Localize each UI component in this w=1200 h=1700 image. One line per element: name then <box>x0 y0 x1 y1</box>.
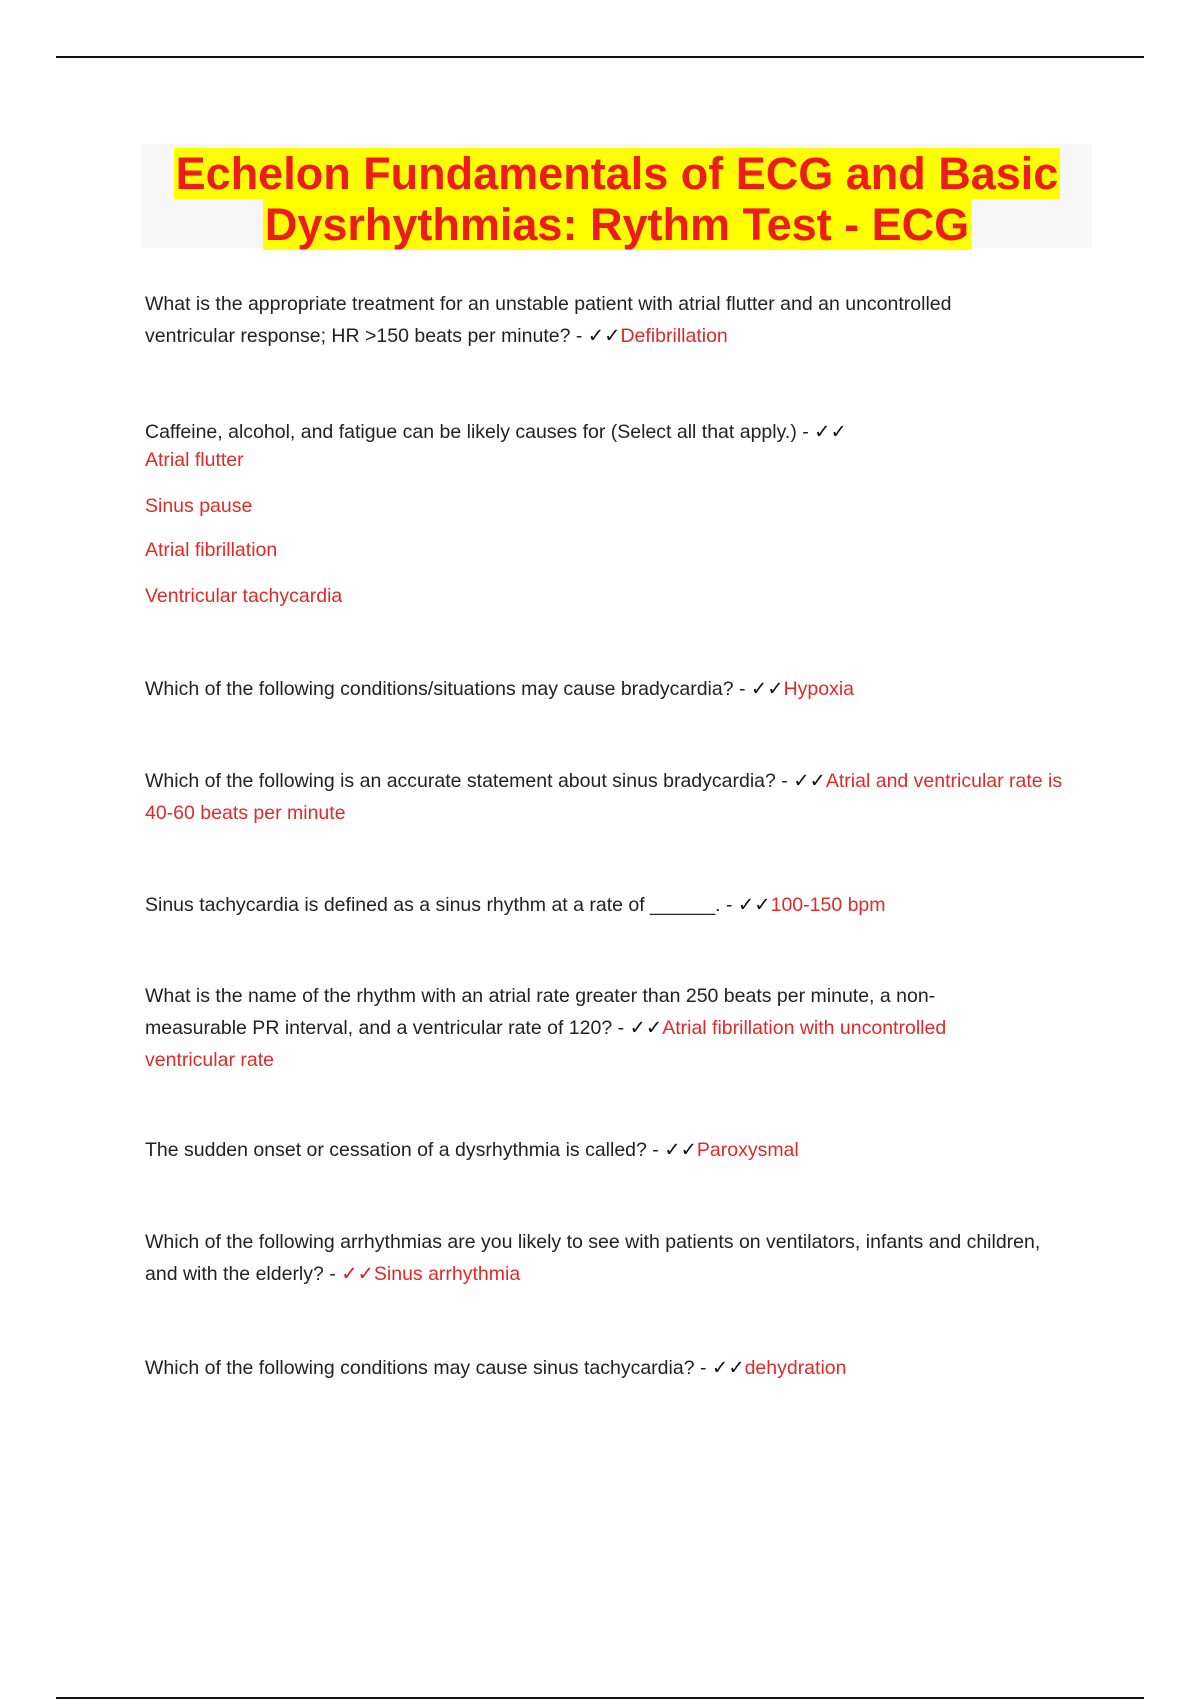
check-icon: ✓✓ <box>814 421 847 443</box>
question-text: Sinus tachycardia is defined as a sinus rhythm at a rate of ______. - <box>145 894 738 916</box>
check-icon: ✓✓ <box>737 894 771 916</box>
qa-item-5 <box>145 889 1065 921</box>
answer-text: Atrial fibrillation with uncontrolled ventricular rate <box>145 1017 947 1071</box>
answer-text: dehydration <box>744 1357 847 1379</box>
qa-item-3 <box>145 673 1065 705</box>
answer-text: Defibrillation <box>620 325 728 347</box>
check-icon: ✓✓ <box>711 1357 745 1379</box>
question-text: The sudden onset or cessation of a dysrhythmia is called? - <box>145 1139 665 1161</box>
qa-item-6 <box>145 980 1005 1076</box>
answer-option: Atrial fibrillation <box>145 539 278 561</box>
title-banner <box>142 144 1092 248</box>
qa-item-9 <box>145 1352 1065 1384</box>
check-icon: ✓✓ <box>587 325 621 347</box>
check-icon: ✓✓ <box>664 1139 697 1161</box>
question-line <box>145 416 1065 448</box>
title-line-2: Dysrhythmias: Rythm Test - ECG <box>264 199 970 250</box>
header-rule <box>56 56 1144 58</box>
answer-text: Hypoxia <box>783 678 855 700</box>
answer-text: 100-150 bpm <box>770 894 886 916</box>
question-text: Which of the following conditions/situations may cause bradycardia? - <box>145 678 751 700</box>
answer-text: Paroxysmal <box>696 1139 799 1161</box>
qa-item-8 <box>145 1226 1045 1290</box>
check-icon: ✓✓ <box>629 1017 663 1039</box>
qa-item-2 <box>145 416 1065 607</box>
check-icon: ✓✓ <box>341 1263 374 1285</box>
question-text: What is the name of the rhythm with an atrial rate greater than 250 beats per minute, a non-measurable PR interval, and a ventricular rate of 120? - <box>145 985 936 1039</box>
qa-item-1 <box>145 288 1045 352</box>
qa-item-4 <box>145 765 1065 829</box>
answer-option: Atrial flutter <box>145 449 244 471</box>
answer-text: Sinus arrhythmia <box>373 1263 521 1285</box>
check-icon: ✓✓ <box>793 770 826 792</box>
qa-item-7 <box>145 1134 1065 1166</box>
answer-option: Ventricular tachycardia <box>145 585 343 607</box>
question-text: What is the appropriate treatment for an unstable patient with atrial flutter and an uncontrolled ventricular response; HR >150 beats per minute? - <box>145 293 952 347</box>
title-line-1: Echelon Fundamentals of ECG and Basic <box>175 148 1059 199</box>
answer-text: Atrial and ventricular rate is 40-60 beats per minute <box>145 770 1063 824</box>
question-text: Which of the following is an accurate statement about sinus bradycardia? - <box>145 770 794 792</box>
answer-option: Sinus pause <box>145 495 253 517</box>
question-text: Which of the following arrhythmias are you likely to see with patients on ventilators, infants and children, and with the elderly? - <box>145 1231 1041 1285</box>
page-title <box>142 144 1092 250</box>
check-icon: ✓✓ <box>750 678 784 700</box>
footer-rule <box>56 1697 1144 1699</box>
question-text: Caffeine, alcohol, and fatigue can be likely causes for (Select all that apply.) - <box>145 421 815 443</box>
question-text: Which of the following conditions may cause sinus tachycardia? - <box>145 1357 712 1379</box>
